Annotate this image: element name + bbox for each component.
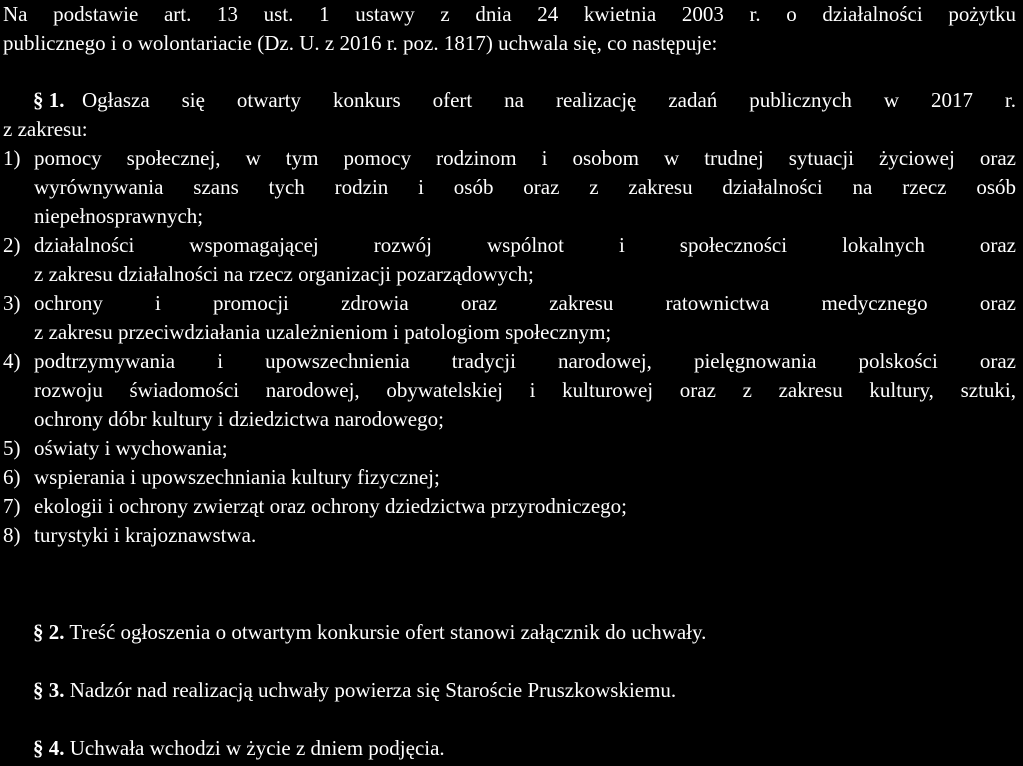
- item-3-line-1: ochrony i promocji zdrowia oraz zakresu ratownictwa medycznego oraz: [34, 291, 1016, 315]
- item-1-number: 1): [3, 146, 21, 170]
- intro-line-1: Na podstawie art. 13 ust. 1 ustawy z dnia 24 kwietnia 2003 r. o działalności pożytku: [3, 2, 1016, 26]
- item-4-line-3: ochrony dóbr kultury i dziedzictwa narodowego;: [34, 407, 444, 431]
- item-1-line-2: wyrównywania szans tych rodzin i osób oraz z zakresu działalności na rzecz osób: [34, 175, 1016, 199]
- item-3-line-2: z zakresu przeciwdziałania uzależnieniom i patologiom społecznym;: [34, 320, 612, 344]
- section-1-sign: § 1.: [33, 88, 65, 112]
- section-4-text: Uchwała wchodzi w życie z dniem podjęcia.: [69, 736, 445, 760]
- item-3-number: 3): [3, 291, 21, 315]
- item-7-number: 7): [3, 494, 21, 518]
- item-6-number: 6): [3, 465, 21, 489]
- item-5-number: 5): [3, 436, 21, 460]
- item-8-line-1: turystyki i krajoznawstwa.: [34, 523, 257, 547]
- item-4-number: 4): [3, 349, 21, 373]
- item-6-line-1: wspierania i upowszechniania kultury fizycznej;: [34, 465, 440, 489]
- item-8-number: 8): [3, 523, 21, 547]
- item-4-line-1: podtrzymywania i upowszechnienia tradycji narodowej, pielęgnowania polskości oraz: [34, 349, 1016, 373]
- item-1-line-3: niepełnosprawnych;: [34, 204, 204, 228]
- item-4-line-2: rozwoju świadomości narodowej, obywatelskiej i kulturowej oraz z zakresu kultury, sztuki,: [34, 378, 1016, 402]
- item-1-line-1: pomocy społecznej, w tym pomocy rodzinom i osobom w trudnej sytuacji życiowej oraz: [34, 146, 1016, 170]
- item-5-line-1: oświaty i wychowania;: [34, 436, 228, 460]
- section-3: [33, 676, 676, 704]
- section-2-sign: § 2.: [33, 620, 65, 644]
- section-4: [33, 734, 445, 762]
- section-1-line-2: z zakresu:: [3, 117, 88, 141]
- item-2-number: 2): [3, 233, 21, 257]
- section-2-text: Treść ogłoszenia o otwartym konkursie ofert stanowi załącznik do uchwały.: [69, 620, 707, 644]
- section-2: [33, 618, 706, 646]
- item-7-line-1: ekologii i ochrony zwierząt oraz ochrony dziedzictwa przyrodniczego;: [34, 494, 627, 518]
- section-1-heading: [33, 86, 65, 114]
- item-2-line-1: działalności wspomagającej rozwój wspólnot i społeczności lokalnych oraz: [34, 233, 1016, 257]
- section-4-sign: § 4.: [33, 736, 65, 760]
- section-3-sign: § 3.: [33, 678, 65, 702]
- section-1-line-1: Ogłasza się otwarty konkurs ofert na realizację zadań publicznych w 2017 r.: [82, 88, 1016, 112]
- item-2-line-2: z zakresu działalności na rzecz organizacji pozarządowych;: [34, 262, 534, 286]
- section-3-text: Nadzór nad realizacją uchwały powierza się Staroście Pruszkowskiemu.: [69, 678, 677, 702]
- intro-line-2: publicznego i o wolontariacie (Dz. U. z 2016 r. poz. 1817) uchwala się, co następuje:: [3, 31, 718, 55]
